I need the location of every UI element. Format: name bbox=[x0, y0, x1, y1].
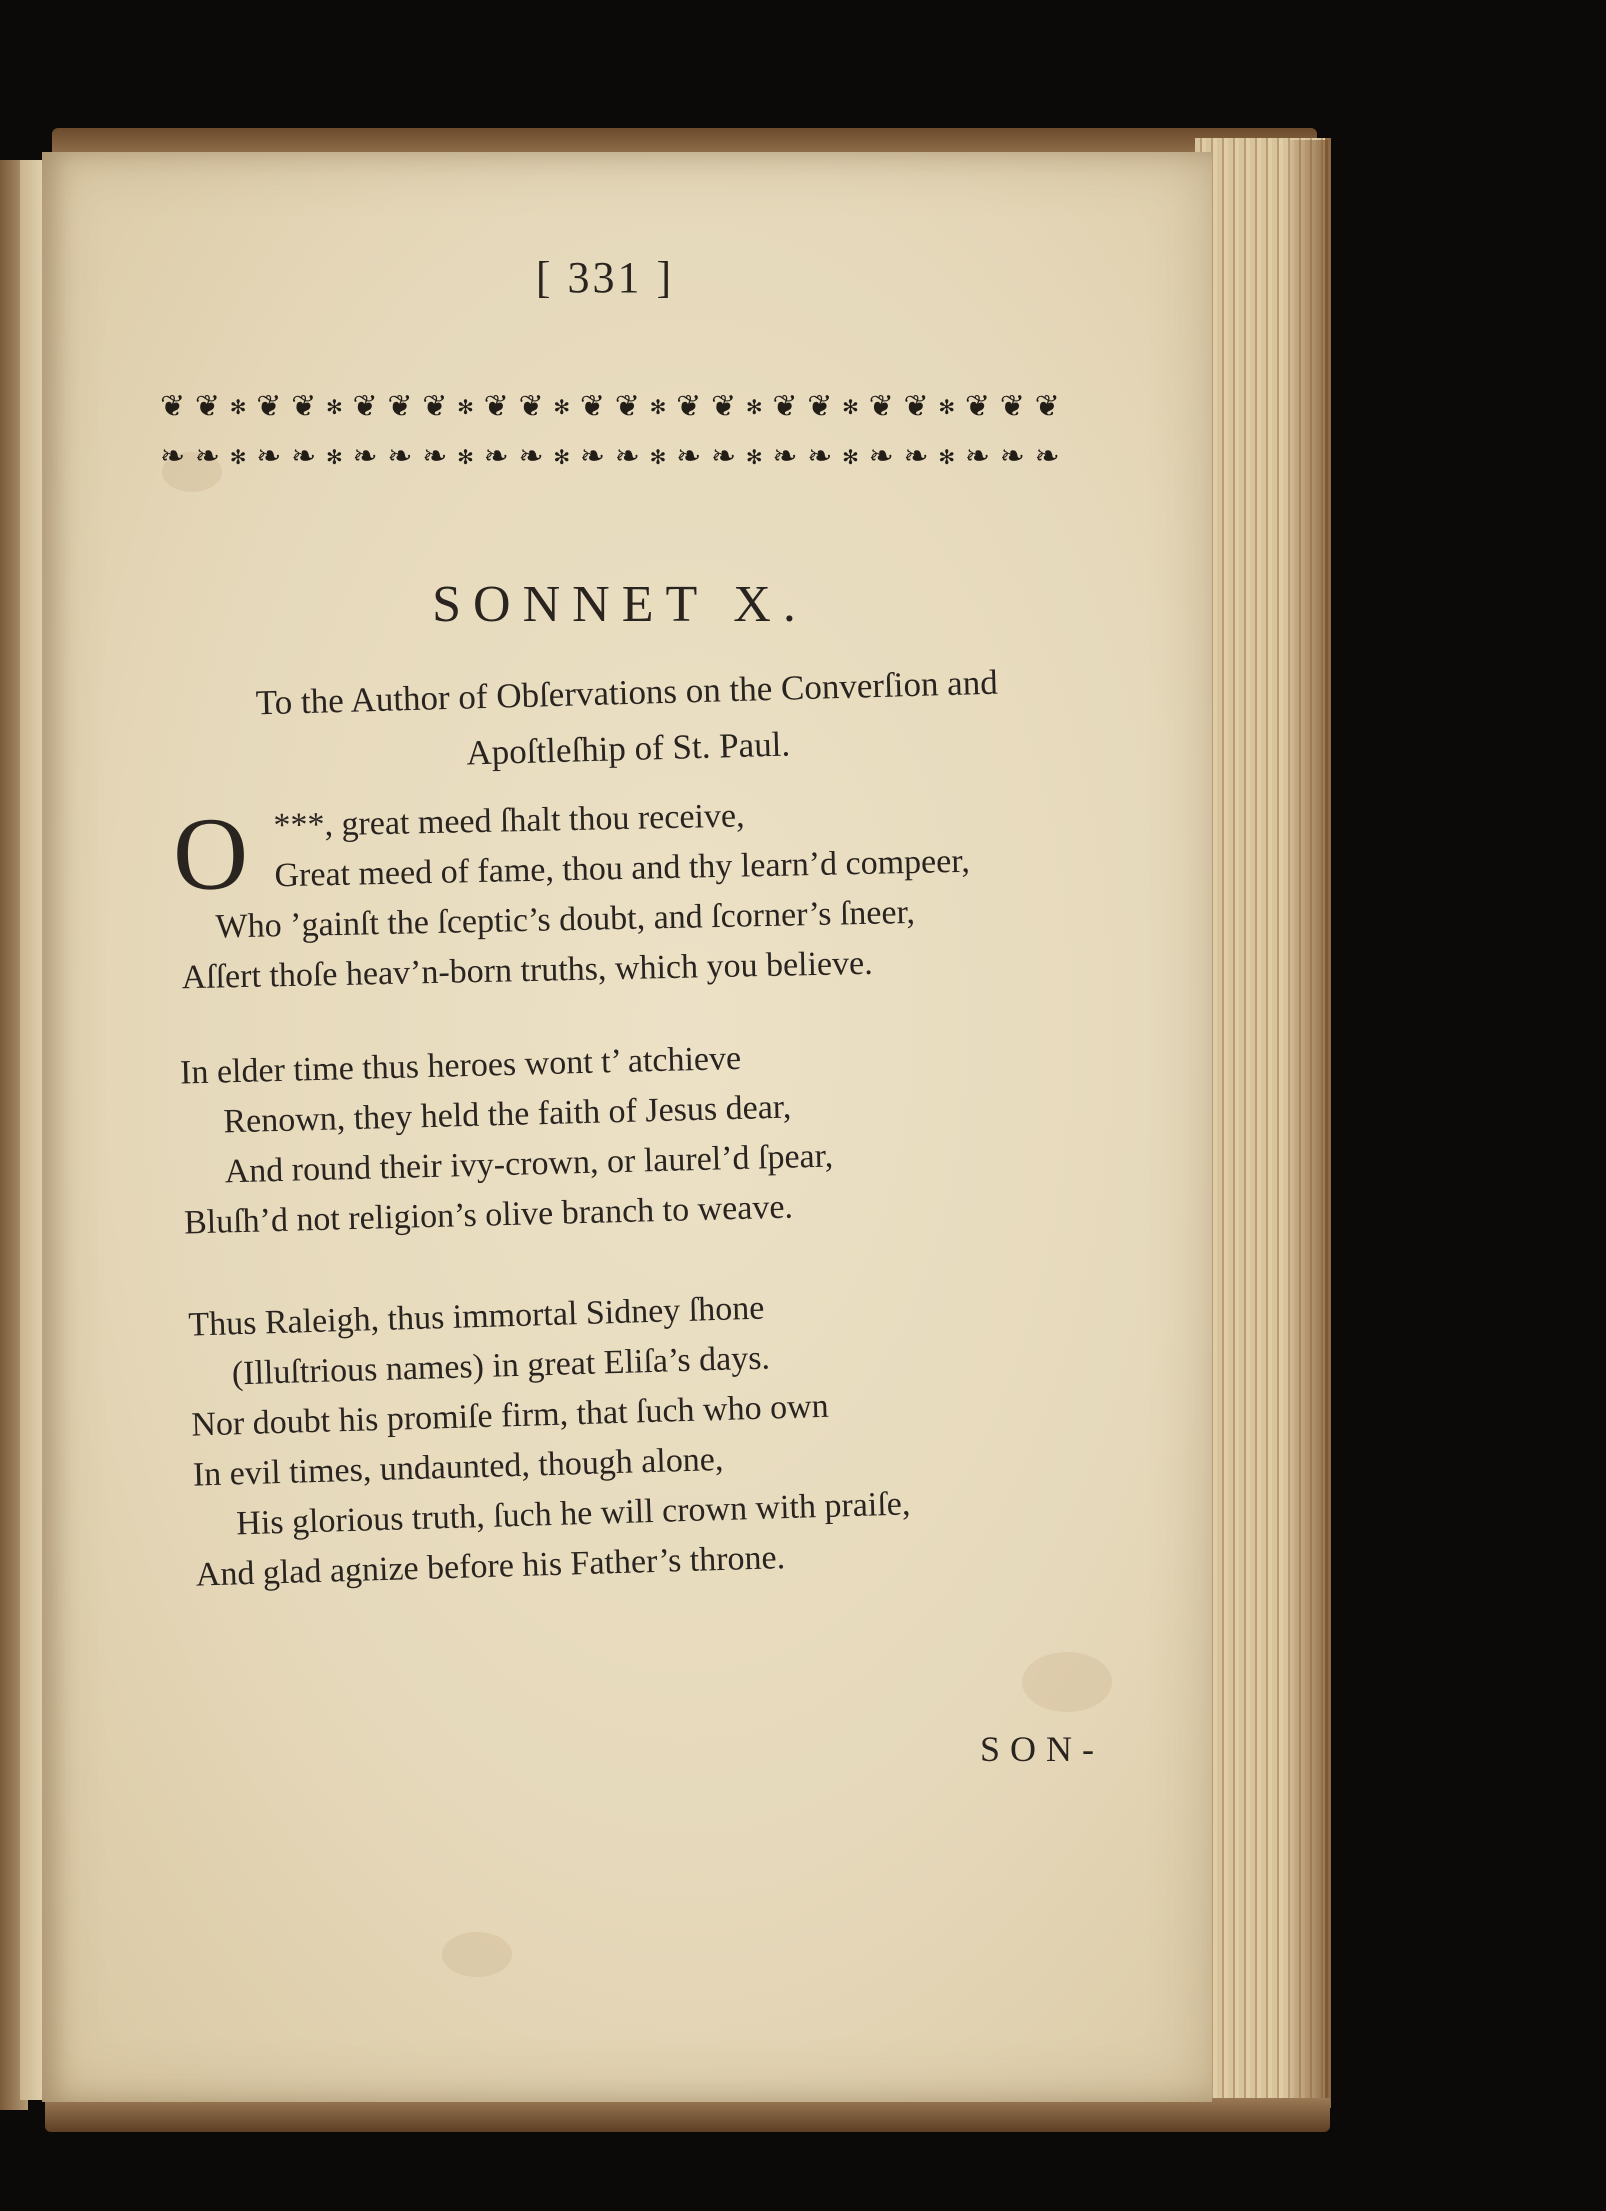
foxing-spot bbox=[1022, 1652, 1112, 1712]
star-ornament: ✻ bbox=[745, 395, 763, 419]
stanza-2 bbox=[179, 1032, 835, 1249]
star-ornament: ✻ bbox=[745, 445, 763, 469]
fleuron-ornament: ❧ bbox=[903, 439, 929, 474]
fleuron-ornament: ❦ bbox=[483, 389, 509, 424]
fleuron-ornament: ❦ bbox=[160, 389, 186, 424]
fleuron-ornament: ❦ bbox=[772, 389, 798, 424]
star-ornament: ✻ bbox=[457, 395, 474, 419]
fleuron-ornament: ❦ bbox=[614, 389, 640, 424]
fleuron-ornament: ❧ bbox=[964, 439, 991, 474]
poem-line: In elder time thus heroes wont t’ atchieve bbox=[179, 1039, 742, 1092]
fleuron-ornament: ❦ bbox=[387, 389, 413, 424]
sonnet-title: SONNET X. bbox=[432, 576, 808, 633]
fleuron-ornament: ❦ bbox=[999, 389, 1025, 424]
poem-line: In evil times, undaunted, though alone, bbox=[192, 1440, 724, 1494]
fleuron-ornament: ❦ bbox=[903, 389, 929, 424]
page-number: [ 331 ] bbox=[535, 253, 675, 302]
fleuron-ornament: ❧ bbox=[518, 439, 544, 474]
stanza-3 bbox=[188, 1279, 913, 1600]
fleuron-ornament: ❧ bbox=[194, 439, 221, 474]
ornament-row-bottom bbox=[160, 432, 1060, 482]
poem-line: Thus Raleigh, thus immortal Sidney ſhone bbox=[187, 1289, 765, 1344]
fleuron-ornament: ❦ bbox=[807, 389, 833, 424]
poem-line: Renown, they held the faith of Jesus dear, bbox=[222, 1088, 792, 1141]
fleuron-ornament: ❦ bbox=[711, 389, 737, 424]
star-ornament: ✻ bbox=[649, 395, 667, 419]
star-ornament: ✻ bbox=[457, 445, 474, 469]
star-ornament: ✻ bbox=[326, 445, 343, 469]
fleuron-ornament: ❧ bbox=[291, 439, 317, 474]
poem-line: Nor doubt his promiſe firm, that ſuch who own bbox=[190, 1387, 830, 1444]
fleuron-ornament: ❦ bbox=[422, 389, 448, 424]
fleuron-ornament: ❧ bbox=[579, 439, 606, 474]
poem-line: Aſſert thoſe heav’n-born truths, which you believe. bbox=[181, 944, 874, 997]
poem-line: And round their ivy-crown, or laurel’d ſpear, bbox=[224, 1137, 834, 1191]
star-ornament: ✻ bbox=[553, 395, 571, 419]
fleuron-ornament: ❧ bbox=[711, 439, 737, 474]
star-ornament: ✻ bbox=[553, 445, 571, 469]
foxing-spot bbox=[442, 1932, 512, 1977]
drop-cap: O bbox=[171, 795, 250, 913]
dedication-line-1: To the Author of Obſervations on the Converſion and bbox=[255, 662, 999, 723]
fleuron-ornament: ❧ bbox=[807, 439, 833, 474]
poem-line: And glad agnize before his Father’s throne. bbox=[195, 1539, 786, 1594]
star-ornament: ✻ bbox=[229, 395, 247, 419]
fleuron-ornament: ❦ bbox=[676, 389, 702, 424]
fleuron-ornament: ❧ bbox=[868, 439, 894, 474]
poem-line: (Illuſtrious names) in great Eliſa’s days. bbox=[231, 1339, 771, 1393]
star-ornament: ✻ bbox=[938, 445, 956, 469]
fleuron-ornament: ❦ bbox=[352, 389, 378, 424]
fleuron-ornament: ❧ bbox=[160, 439, 186, 474]
fleuron-ornament: ❧ bbox=[483, 439, 509, 474]
star-ornament: ✻ bbox=[326, 395, 343, 419]
fleuron-ornament: ❦ bbox=[194, 389, 221, 424]
fleuron-ornament: ❦ bbox=[518, 389, 544, 424]
fleuron-ornament: ❧ bbox=[614, 439, 640, 474]
star-ornament: ✻ bbox=[229, 445, 247, 469]
poem-line: ***, great meed ſhalt thou receive, bbox=[273, 797, 745, 845]
fleuron-ornament: ❦ bbox=[256, 389, 282, 424]
fleuron-ornament: ❧ bbox=[422, 439, 448, 474]
poem-line: Who ’gainſt the ſceptic’s doubt, and ſcorner’s ſneer, bbox=[215, 893, 916, 946]
cover-fore-edge bbox=[1290, 140, 1328, 2105]
fleuron-ornament: ❦ bbox=[579, 389, 606, 424]
fleuron-ornament: ❧ bbox=[352, 439, 378, 474]
fleuron-ornament: ❧ bbox=[999, 439, 1025, 474]
star-ornament: ✻ bbox=[842, 395, 859, 419]
fleuron-ornament: ❦ bbox=[1034, 389, 1060, 424]
fleuron-ornament: ❧ bbox=[676, 439, 702, 474]
fleuron-ornament: ❧ bbox=[1034, 439, 1060, 474]
fleuron-ornament: ❦ bbox=[291, 389, 317, 424]
fleuron-ornament: ❧ bbox=[772, 439, 798, 474]
ornament-row-top bbox=[160, 382, 1060, 432]
star-ornament: ✻ bbox=[649, 445, 667, 469]
poem-line: Bluſh’d not religion’s olive branch to weave. bbox=[183, 1188, 794, 1242]
dedication-line-2: Apoſtleſhip of St. Paul. bbox=[465, 724, 791, 773]
printers-ornament-band bbox=[160, 382, 1060, 522]
fleuron-ornament: ❧ bbox=[387, 439, 413, 474]
stanza-1 bbox=[171, 787, 972, 1004]
poem-line: His glorious truth, ſuch he will crown with praiſe, bbox=[235, 1485, 911, 1543]
bottom-cover-edge bbox=[45, 2098, 1330, 2132]
poem-line: Great meed of fame, thou and thy learn’d compeer, bbox=[274, 842, 971, 895]
fleuron-ornament: ❦ bbox=[964, 389, 991, 424]
fleuron-ornament: ❧ bbox=[256, 439, 282, 474]
star-ornament: ✻ bbox=[938, 395, 956, 419]
catchword: SON- bbox=[980, 1729, 1105, 1769]
star-ornament: ✻ bbox=[842, 445, 859, 469]
fleuron-ornament: ❦ bbox=[868, 389, 894, 424]
